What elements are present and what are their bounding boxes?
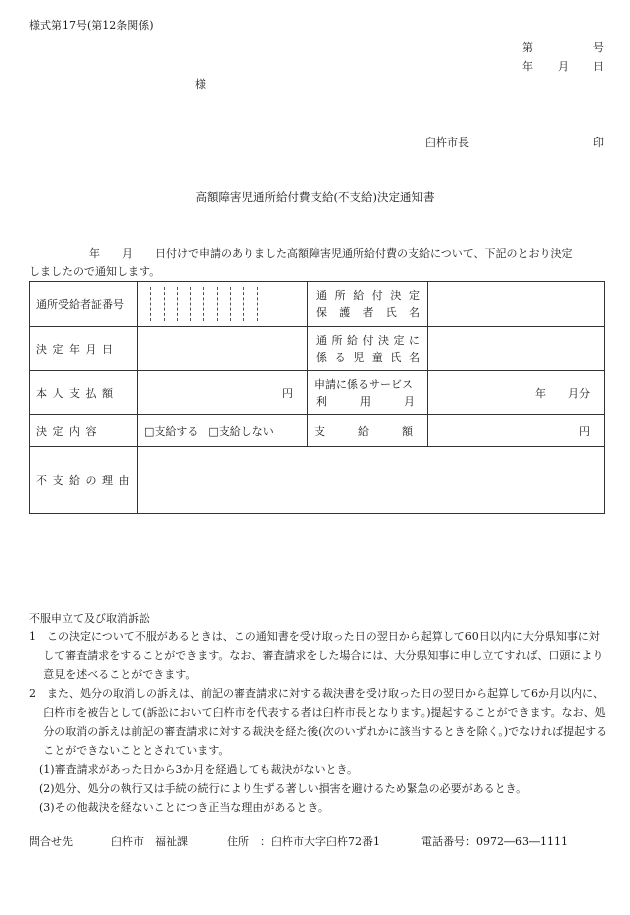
- child-name-field[interactable]: [428, 327, 605, 371]
- contact-address-label: 住所 ：: [227, 835, 271, 848]
- certificate-no-label: 通所受給者証番号: [30, 282, 138, 327]
- certificate-no-field[interactable]: [138, 282, 308, 327]
- decision-date-label: 決定年月日: [30, 327, 138, 371]
- child-label-line2: 係る児童氏名: [316, 350, 420, 364]
- notice-item-1-block: [29, 627, 609, 684]
- issuer: 臼杵市長: [425, 136, 469, 149]
- service-label-line2: 利 用 月: [316, 394, 415, 408]
- decision-content-label: 決定内容: [30, 415, 138, 447]
- number-go: 号: [593, 41, 604, 54]
- intro-line-2: しましたので通知します。: [29, 265, 161, 278]
- intro-line-1: 年 月 日付けで申請のありました高額障害児通所給付費の支給について、下記のとおり決定: [89, 247, 573, 260]
- notice-sub-2: (2)処分、処分の執行又は手続の続行により生ずる著しい損害を避けるため緊急の必要があるとき。: [39, 782, 528, 795]
- contact-address: 臼杵市大字臼杵72番1: [271, 835, 380, 848]
- payment-amount-label: 支 給 額: [308, 415, 428, 447]
- reason-label: 不支給の理由: [30, 447, 138, 514]
- contact-label: 問合せ先: [29, 835, 73, 848]
- guardian-label-line1: 通所給付決定: [316, 289, 420, 302]
- self-payment-label: 本人支払額: [30, 371, 138, 415]
- notice-sub-1: (1)審査請求があった日から3か月を経過しても裁決がないとき。: [39, 763, 359, 776]
- document-title: 高額障害児通所給付費支給(不支給)決定通知書: [195, 190, 435, 204]
- child-label-line1: 通所給付決定に: [316, 333, 420, 347]
- date-day: 日: [593, 60, 604, 73]
- option-pay-checkbox[interactable]: □支給する: [144, 424, 199, 438]
- guardian-name-field[interactable]: [428, 282, 605, 327]
- guardian-label: [308, 282, 428, 327]
- date-month: 月: [558, 60, 569, 73]
- service-month-label: [308, 371, 428, 415]
- reason-field[interactable]: [138, 447, 605, 514]
- notice-heading: 不服申立て及び取消訴訟: [29, 612, 150, 625]
- seal-mark: 印: [593, 136, 604, 149]
- contact-org: 臼杵市 福祉課: [111, 835, 188, 848]
- guardian-label-line2: 保護者氏名: [316, 306, 420, 319]
- contact-line: [29, 836, 568, 847]
- payment-amount-field[interactable]: 円: [428, 415, 605, 447]
- notice-item-2: 2 また、処分の取消しの訴えは、前記の審査請求に対する裁決書を受け取った日の翌日から起算して6か月以内に、臼杵市を被告として(訴訟において臼杵市を代表する者は臼杵市長となります。)提起することができます。なお、処分の取消の訴えは前記の審査請求に対する裁決を経た後(次のいずれかに該当するときを除く。)でなければ提起することができないこととされています。: [29, 687, 608, 757]
- number-dai: 第: [522, 41, 533, 54]
- decision-choice: [138, 415, 308, 447]
- self-payment-field[interactable]: 円: [138, 371, 308, 415]
- decision-date-field[interactable]: [138, 327, 308, 371]
- contact-phone-label: 電話番号：: [421, 835, 476, 848]
- service-label-line1: 申請に係るサービス: [314, 377, 413, 391]
- addressee-suffix: 様: [195, 78, 206, 91]
- date-year: 年: [522, 60, 533, 73]
- contact-phone: 0972―63―1111: [476, 835, 568, 848]
- service-month-field[interactable]: 年 月分: [428, 371, 605, 415]
- option-nopay-checkbox[interactable]: □支給しない: [208, 424, 274, 438]
- child-label: [308, 327, 428, 371]
- notice-item-1: 1 この決定について不服があるときは、この通知書を受け取った日の翌日から起算して60日以内に大分県知事に対して審査請求をすることができます。なお、審査請求をした場合には、大分県知事に申し立てすれば、口頭により意見を述べることができます。: [29, 630, 604, 681]
- notice-sub-3: (3)その他裁決を経ないことにつき正当な理由があるとき。: [39, 801, 329, 814]
- notice-item-2-block: [29, 684, 609, 817]
- form-number: 様式第17号(第12条関係): [29, 19, 154, 32]
- decision-table: [29, 281, 605, 514]
